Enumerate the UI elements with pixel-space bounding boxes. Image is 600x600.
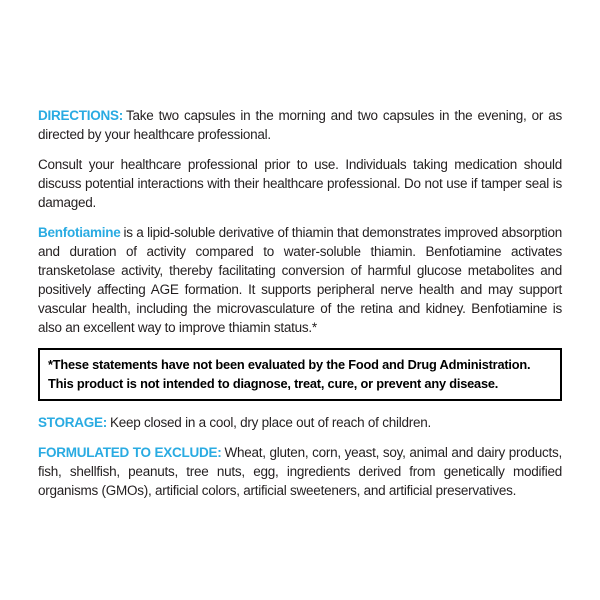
- formulated-to-exclude-text: Wheat, gluten, corn, yeast, soy, animal and dairy products, fish, shellfish, peanuts, tree nuts, egg, ingredients derived from genetically modified organisms (GMOs), artificial colors, artificial sweeteners, and artificial preservatives.: [38, 445, 562, 498]
- consult-paragraph: [38, 155, 562, 212]
- fda-disclaimer-line-2: This product is not intended to diagnose, treat, cure, or prevent any disease.: [48, 376, 499, 391]
- directions-paragraph: [38, 106, 562, 144]
- formulated-to-exclude-paragraph: [38, 443, 562, 500]
- benfotiamine-paragraph: [38, 223, 562, 337]
- benfotiamine-heading: Benfotiamine: [38, 225, 121, 240]
- benfotiamine-text: is a lipid-soluble derivative of thiamin that demonstrates improved absorption and duration of activity compared to water-soluble thiamin. Benfotiamine activates transketolase activity, thereby facilitating conversion of harmful glucose metabolites and positively affecting AGE formation. It supports peripheral nerve health and may support vascular health, including the microvasculature of the retina and kidney. Benfotiamine is also an excellent way to improve thiamin status.*: [38, 225, 562, 335]
- storage-heading: STORAGE:: [38, 415, 108, 430]
- directions-heading: DIRECTIONS:: [38, 108, 123, 123]
- consult-text: Consult your healthcare professional prior to use. Individuals taking medication should discuss potential interactions with their healthcare professional. Do not use if tamper seal is damaged.: [38, 157, 562, 210]
- storage-paragraph: [38, 413, 562, 432]
- formulated-to-exclude-heading: FORMULATED TO EXCLUDE:: [38, 445, 222, 460]
- directions-text: Take two capsules in the morning and two capsules in the evening, or as directed by your healthcare professional.: [38, 108, 562, 142]
- fda-disclaimer-box: [38, 348, 562, 401]
- fda-disclaimer-line-1: *These statements have not been evaluated by the Food and Drug Administration.: [48, 357, 531, 372]
- storage-text: Keep closed in a cool, dry place out of reach of children.: [110, 415, 431, 430]
